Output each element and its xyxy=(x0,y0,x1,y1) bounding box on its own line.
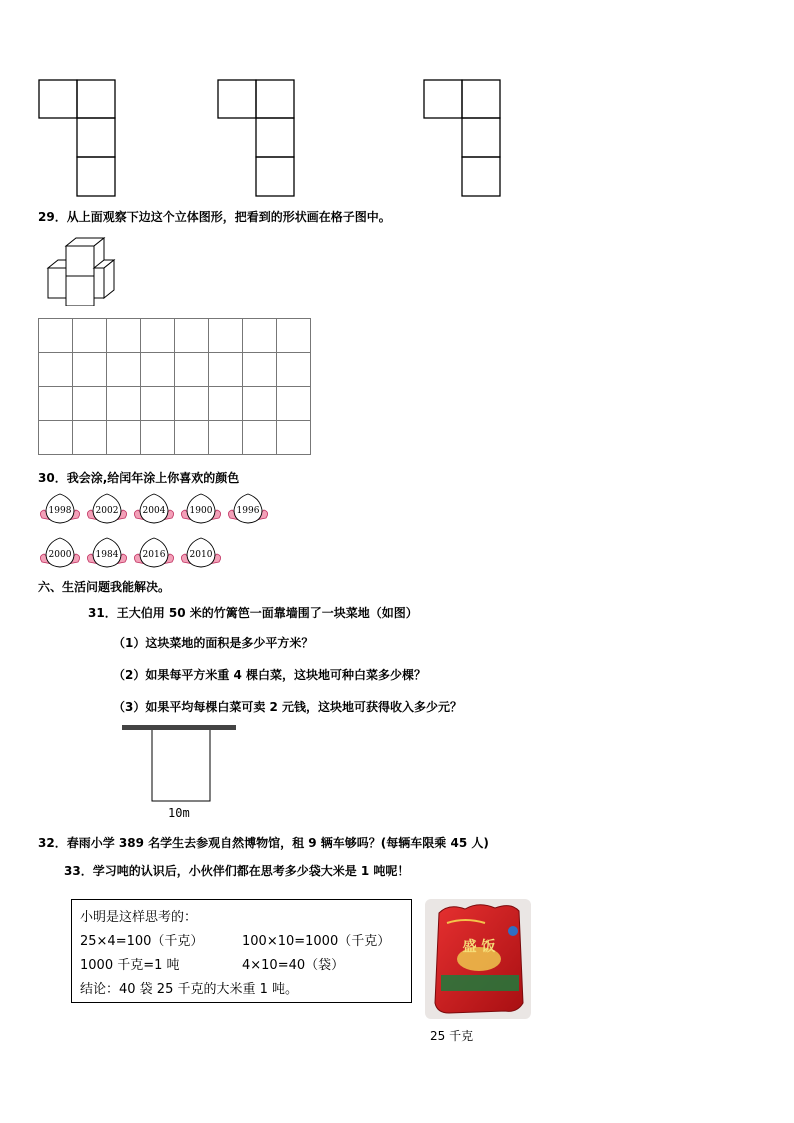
peach-year-1900[interactable] xyxy=(179,492,223,526)
question-31-text: 31．王大伯用 50 米的竹篱笆一面靠墙围了一块菜地（如图） xyxy=(88,606,418,620)
xiaoming-thinking-box xyxy=(71,899,412,1003)
answer-grid[interactable] xyxy=(38,318,311,455)
section-6-title: 六、生活问题我能解决。 xyxy=(38,580,171,594)
peach-row-2 xyxy=(38,536,238,572)
peach-year-label: 2004 xyxy=(142,506,166,516)
question-32-text: 32．春雨小学 389 名学生去参观自然博物馆，租 9 辆车够吗？(每辆车限乘 45 人) xyxy=(38,836,489,850)
cube-stack-figure xyxy=(44,236,120,306)
question-31-sub3: （3）如果平均每棵白菜可卖 2 元钱，这块地可获得收入多少元？ xyxy=(113,700,463,714)
peach-year-2002[interactable] xyxy=(85,492,129,526)
peach-year-1984[interactable] xyxy=(85,536,129,570)
peach-year-1996[interactable] xyxy=(226,492,270,526)
svg-text:盛 饭: 盛 饭 xyxy=(462,939,496,955)
peach-year-label: 2010 xyxy=(189,550,213,560)
peach-year-1998[interactable] xyxy=(38,492,82,526)
shape-3 xyxy=(424,80,500,196)
question-31-sub2: （2）如果每平方米重 4 棵白菜，这块地可种白菜多少棵？ xyxy=(113,668,427,682)
peach-year-2004[interactable] xyxy=(132,492,176,526)
calc-1b: 100×10=1000（千克） xyxy=(242,934,391,949)
peach-year-label: 1998 xyxy=(48,506,72,516)
shape-1 xyxy=(39,80,115,196)
calc-2b: 4×10=40（袋） xyxy=(242,958,345,973)
peach-year-label: 2002 xyxy=(95,506,119,516)
peach-row-1 xyxy=(38,492,278,528)
question-33-text: 33．学习吨的认识后，小伙伴们都在思考多少袋大米是 1 吨呢！ xyxy=(64,864,410,878)
peach-year-label: 1984 xyxy=(95,550,119,560)
peach-year-label: 2016 xyxy=(142,550,166,560)
conclusion: 结论：40 袋 25 千克的大米重 1 吨。 xyxy=(80,982,299,997)
peach-year-2016[interactable] xyxy=(132,536,176,570)
calc-1a: 25×4=100（千克） xyxy=(80,934,204,949)
vegetable-plot-figure xyxy=(120,722,240,806)
question-30-text: 30．我会涂,给闰年涂上你喜欢的颜色 xyxy=(38,471,240,485)
rice-bag-weight-label: 25 千克 xyxy=(430,1029,474,1043)
shape-2 xyxy=(218,80,294,196)
rice-bag-image xyxy=(425,899,531,1019)
peach-year-2010[interactable] xyxy=(179,536,223,570)
question-29-text: 29．从上面观察下边这个立体图形，把看到的形状画在格子图中。 xyxy=(38,210,391,224)
fence-outline xyxy=(152,730,210,801)
unfolded-shape-figures xyxy=(0,0,794,200)
question-31-sub1: （1）这块菜地的面积是多少平方米？ xyxy=(113,636,314,650)
peach-year-label: 1900 xyxy=(189,506,213,516)
plot-width-label: 10m xyxy=(168,806,190,820)
peach-year-label: 1996 xyxy=(236,506,260,516)
wall xyxy=(122,725,236,730)
peach-year-label: 2000 xyxy=(48,550,72,560)
peach-year-2000[interactable] xyxy=(38,536,82,570)
box-title: 小明是这样思考的： xyxy=(80,910,198,925)
calc-2a: 1000 千克=1 吨 xyxy=(80,958,180,973)
